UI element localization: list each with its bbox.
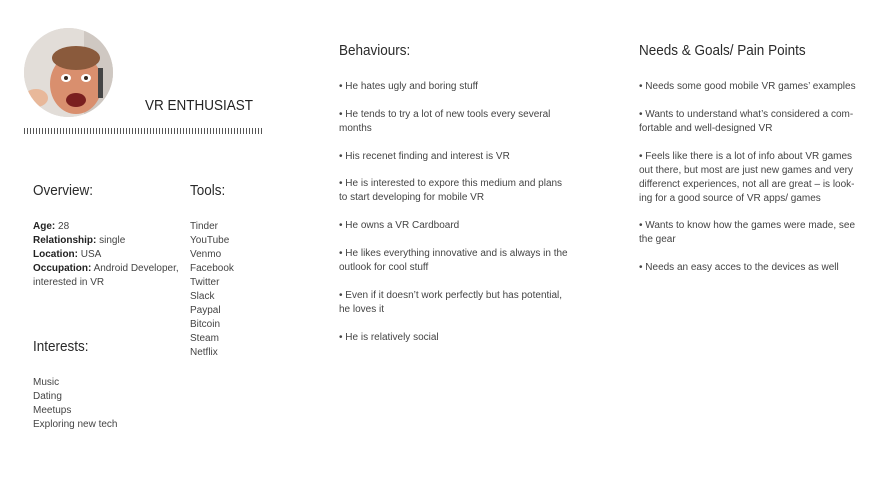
tool-item: Venmo (190, 249, 222, 260)
tool-item: Facebook (190, 263, 234, 274)
persona-title: VR ENTHUSIAST (145, 97, 254, 114)
interests-list (33, 376, 118, 432)
tool-item: Netflix (190, 347, 218, 358)
behaviour-item: • He is relatively social (339, 331, 439, 343)
behaviour-item: • His recenet finding and interest is VR (339, 150, 510, 162)
needs-heading: Needs & Goals/ Pain Points (639, 42, 806, 59)
overview-age: Age: 28 (33, 221, 70, 232)
overview-details (33, 220, 183, 290)
tool-item: Steam (190, 333, 219, 344)
behaviour-item: • Even if it doesn’t work perfectly but has potential, he loves it (339, 289, 563, 315)
behaviours-heading: Behaviours: (339, 42, 411, 59)
person-photo-icon (24, 28, 113, 117)
tool-item: Paypal (190, 305, 221, 316)
tool-item: YouTube (190, 235, 230, 246)
behaviour-item: • He likes everything innovative and is always in the outlook for cool stuff (339, 247, 568, 273)
behaviour-item: • He hates ugly and boring stuff (339, 81, 478, 92)
interest-item: Exploring new tech (33, 419, 118, 430)
need-item: • Needs an easy acces to the devices as well (639, 262, 839, 274)
overview-heading: Overview: (33, 182, 94, 199)
behaviour-item: • He tends to try a lot of new tools every several months (339, 108, 551, 134)
need-item: • Needs some good mobile VR games’ examples (639, 81, 856, 92)
needs-list (639, 80, 857, 289)
behaviours-list (339, 80, 569, 358)
overview-occupation: Occupation: Android Developer, interested in VR (33, 263, 179, 288)
decorative-divider (24, 128, 262, 134)
behaviour-item: • He owns a VR Cardboard (339, 220, 460, 232)
overview-location: Location: USA (33, 249, 102, 260)
interest-item: Dating (33, 391, 62, 402)
overview-relationship: Relationship: single (33, 235, 126, 246)
need-item: • Wants to understand what’s considered a com-fortable and well-designed VR (639, 108, 854, 134)
tools-list (190, 220, 234, 360)
tools-heading: Tools: (190, 182, 226, 199)
tool-item: Twitter (190, 277, 220, 288)
tool-item: Bitcoin (190, 319, 221, 330)
behaviour-item: • He is interested to expore this medium and plans to start developing for mobile VR (339, 178, 563, 204)
interest-item: Meetups (33, 405, 72, 416)
need-item: • Feels like there is a lot of info about VR games out there, but most are just new games and very differenct experiences, not all are great – is look-ing for a good source of VR apps/ games (639, 150, 855, 204)
need-item: • Wants to know how the games were made, see the gear (639, 220, 856, 246)
interest-item: Music (33, 377, 60, 388)
tool-item: Tinder (190, 221, 218, 232)
tool-item: Slack (190, 291, 215, 302)
persona-avatar (24, 28, 113, 117)
interests-heading: Interests: (33, 338, 89, 355)
